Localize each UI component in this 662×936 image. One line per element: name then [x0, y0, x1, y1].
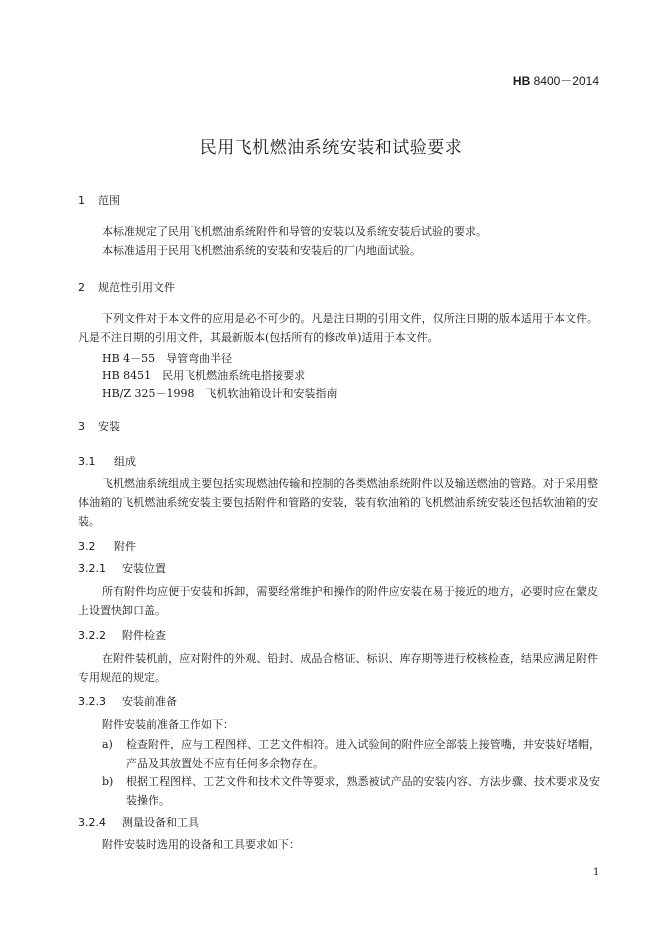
list-item [78, 735, 600, 773]
section-heading-3-2-2 [78, 627, 166, 643]
section-title: 范围 [98, 194, 120, 207]
reference-item: HB/Z 325－1998 飞机软油箱设计和安装指南 [102, 387, 338, 400]
section-number: 3.2.2 [78, 629, 106, 642]
section-title: 规范性引用文件 [98, 281, 175, 294]
standard-number [513, 72, 599, 89]
section-number: 2 [78, 281, 85, 294]
paragraph: 本标准规定了民用飞机燃油系统附件和导管的安装以及系统安装后试验的要求。 [102, 225, 487, 238]
section-heading-3-2-3 [78, 693, 177, 709]
paragraph: 飞机燃油系统组成主要包括实现燃油传输和控制的各类燃油系统附件以及输送燃油的管路。对于采用整体油箱的飞机燃油系统安装主要包括附件和管路的安装，装有软油箱的飞机燃油系统安装还包括软油箱的安装。 [78, 477, 598, 528]
standard-prefix: HB [512, 74, 531, 88]
section-title: 测量设备和工具 [122, 816, 199, 829]
section-heading-3-1 [78, 453, 136, 469]
paragraph: 本标准适用于民用飞机燃油系统的安装和安装后的厂内地面试验。 [102, 244, 421, 257]
paragraph: 所有附件均应便于安装和拆卸，需要经常维护和操作的附件应安装在易于接近的地方，必要时应在蒙皮上设置快卸口盖。 [78, 585, 598, 617]
section-number: 3.1 [78, 455, 96, 468]
paragraph: 附件安装时选用的设备和工具要求如下： [102, 838, 300, 851]
list-marker: b) [102, 775, 114, 788]
section-title: 安装位置 [122, 562, 166, 575]
section-title: 组成 [114, 455, 136, 468]
list-marker: a) [102, 738, 113, 751]
section-heading-3-2 [78, 538, 136, 554]
section-number: 1 [78, 194, 85, 207]
section-heading-3-2-1 [78, 560, 166, 576]
section-heading-3-2-4 [78, 814, 199, 830]
section-title: 附件 [114, 540, 136, 553]
list-item-text: 检查附件，应与工程图样、工艺文件相符。进入试验间的附件应全部装上接管嘴，并安装好堵帽，产品及其放置处不应有任何多余物存在。 [126, 738, 600, 770]
reference-item: HB 4－55 导管弯曲半径 [102, 352, 233, 365]
page-number: 1 [593, 867, 600, 878]
list-item-text: 根据工程图样、工艺文件和技术文件等要求，熟悉被试产品的安装内容、方法步骤、技术要求及安装操作。 [126, 775, 600, 807]
section-number: 3.2.3 [78, 695, 106, 708]
section-number: 3.2 [78, 540, 96, 553]
section-title: 安装 [98, 420, 120, 433]
section-heading-1 [78, 192, 120, 208]
section-title: 安装前准备 [122, 695, 177, 708]
paragraph: 附件安装前准备工作如下： [102, 718, 234, 731]
section-heading-3 [78, 418, 120, 434]
reference-item: HB 8451 民用飞机燃油系统电搭接要求 [102, 369, 306, 382]
standard-code: 8400－2014 [530, 74, 599, 88]
document-title: 民用飞机燃油系统安装和试验要求 [199, 138, 463, 158]
section-number: 3.2.1 [78, 562, 106, 575]
section-number: 3.2.4 [78, 816, 106, 829]
section-title: 附件检查 [122, 629, 166, 642]
paragraph: 下列文件对于本文件的应用是必不可少的。凡是注日期的引用文件，仅所注日期的版本适用于本文件。凡是不注日期的引用文件，其最新版本(包括所有的修改单)适用于本文件。 [78, 312, 598, 344]
list-item [78, 772, 600, 810]
section-number: 3 [78, 420, 85, 433]
paragraph: 在附件装机前，应对附件的外观、铅封、成品合格证、标识、库存期等进行校核检查，结果应满足附件专用规范的规定。 [78, 652, 598, 684]
section-heading-2 [78, 279, 175, 295]
